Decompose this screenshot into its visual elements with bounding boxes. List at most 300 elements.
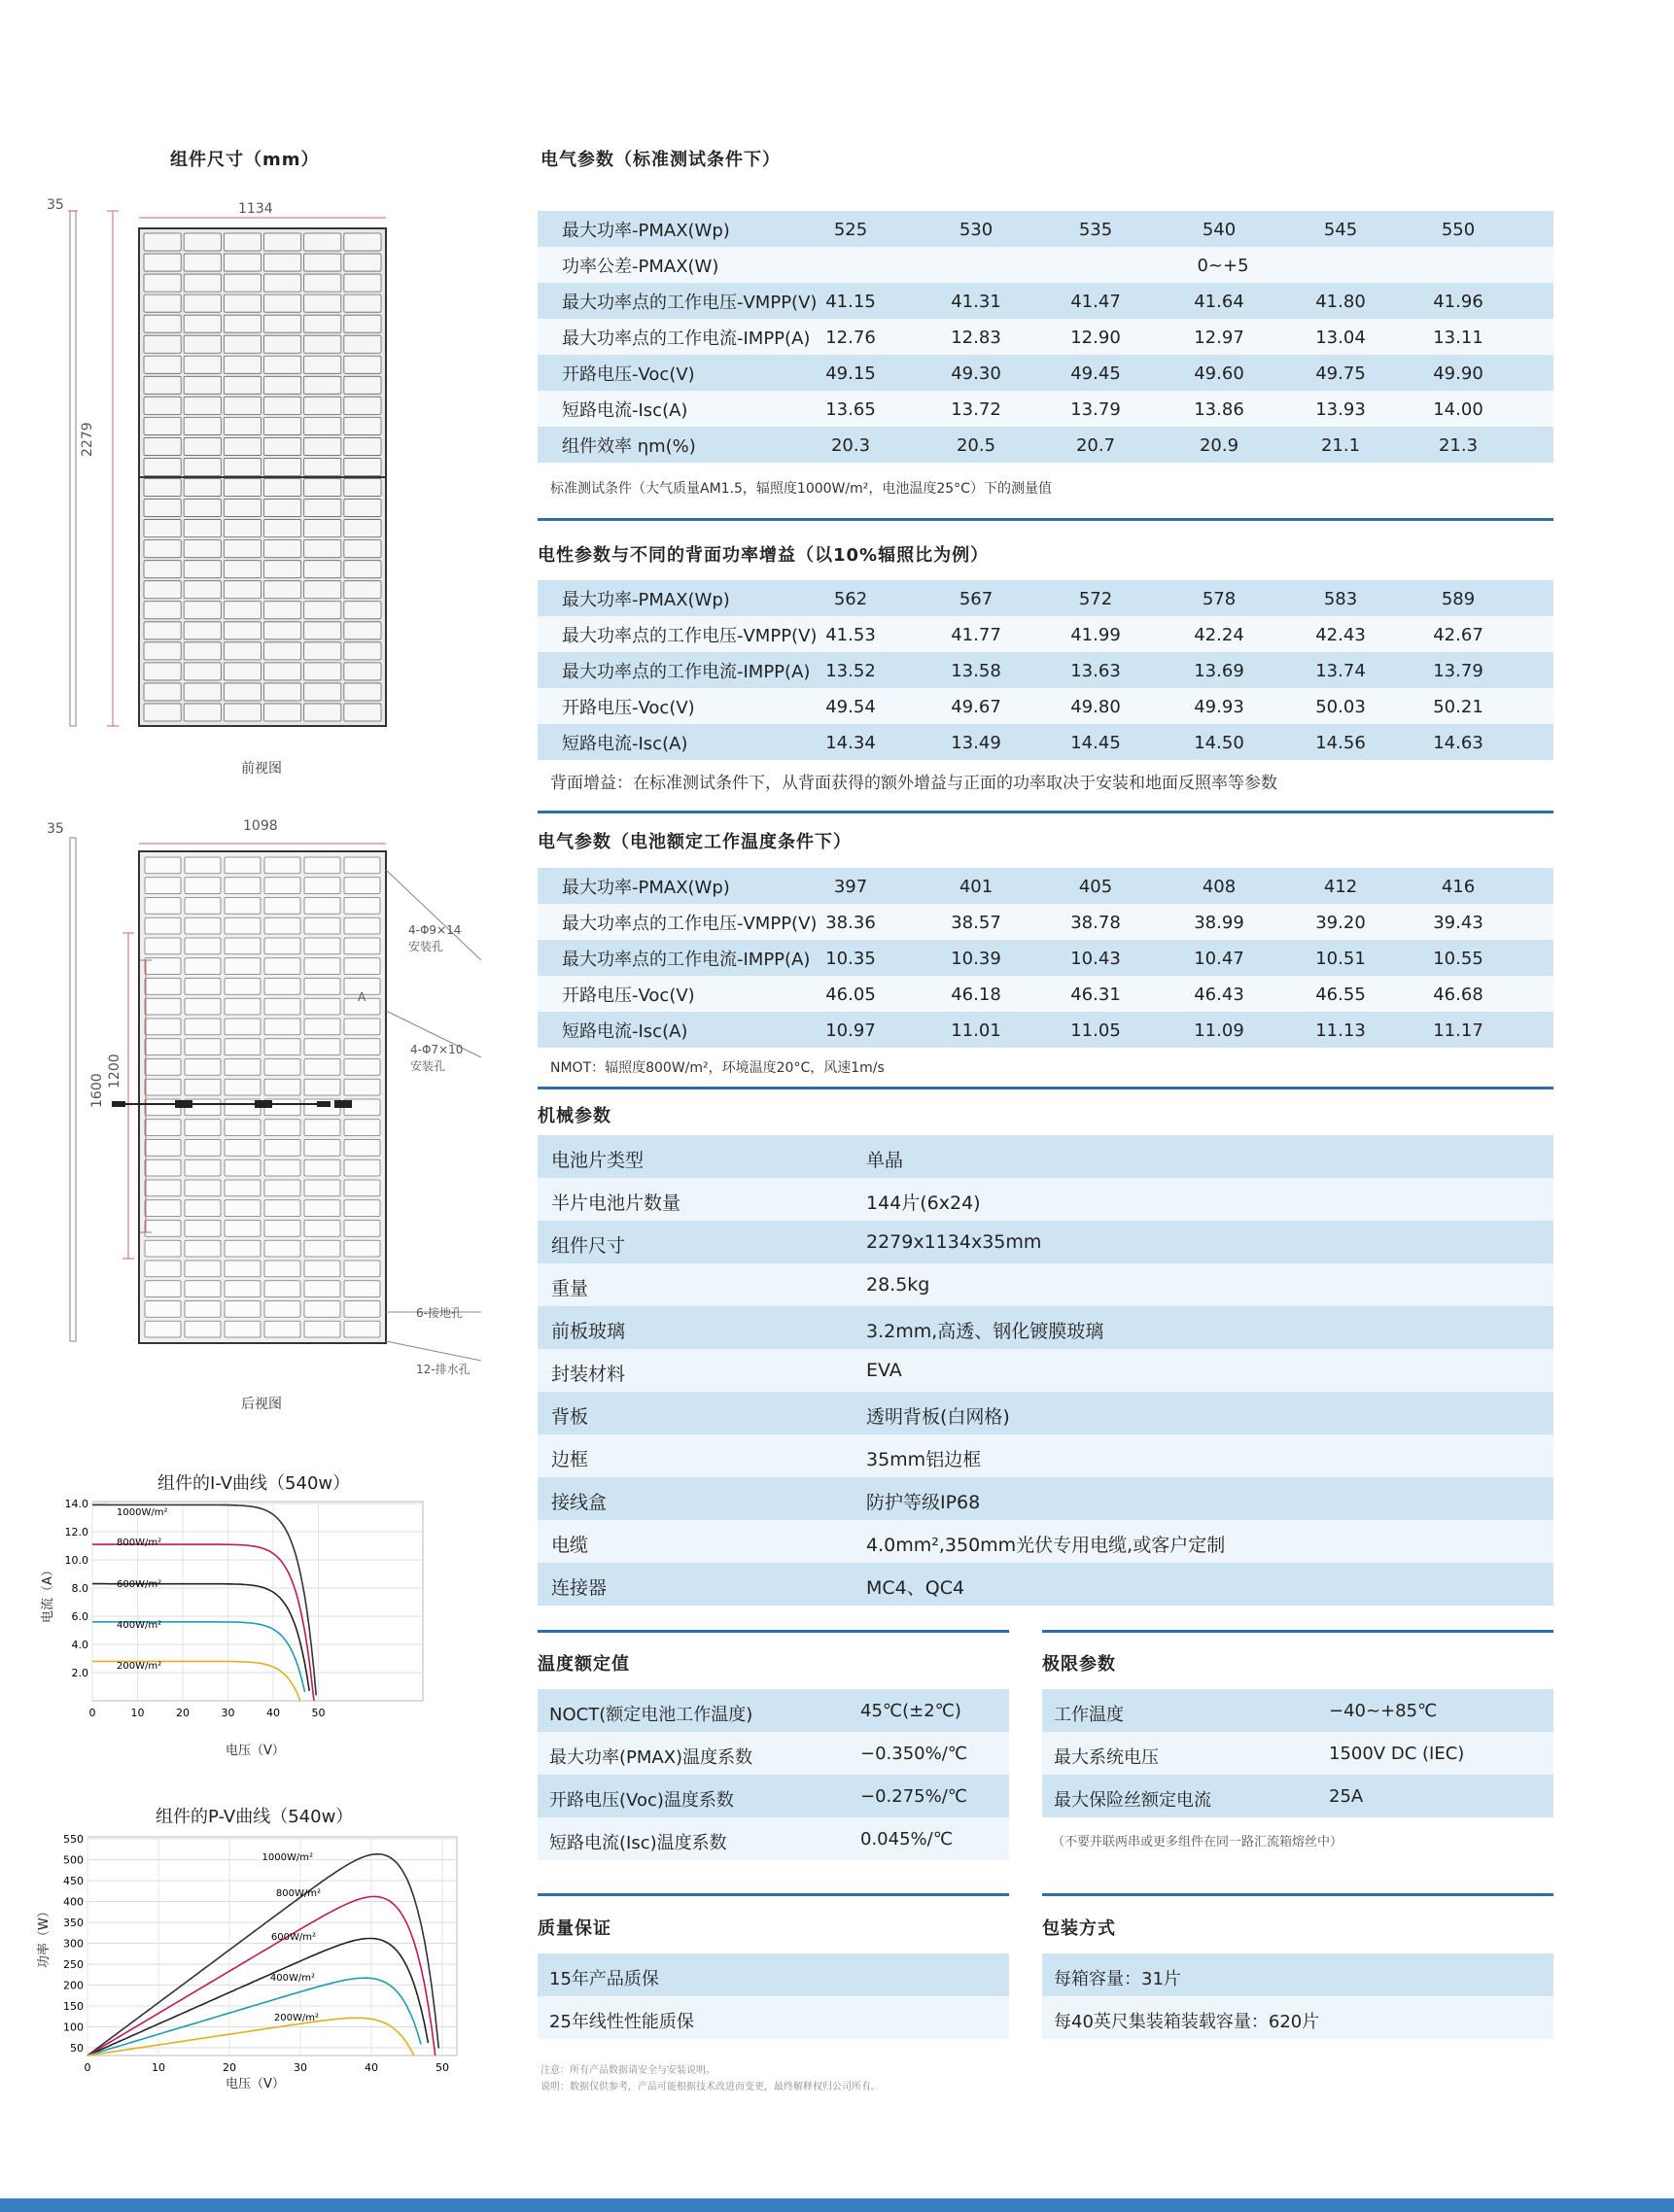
panel-cell (224, 356, 261, 373)
bifacial-row-value: 41.99 (1070, 625, 1121, 645)
mech-row-value: 3.2mm,高透、钢化镀膜玻璃 (866, 1321, 1104, 1342)
bifacial-table (538, 580, 1553, 760)
mech-row (538, 1477, 1553, 1520)
limits-row-value: −40~+85℃ (1329, 1701, 1438, 1721)
panel-cell (225, 1321, 261, 1337)
stc-row-value: 49.75 (1315, 363, 1366, 384)
panel-cell (264, 376, 301, 394)
bifacial-row-value: 42.24 (1194, 625, 1244, 645)
back-view-drawing (39, 816, 506, 1370)
noct-row-value: 397 (833, 877, 868, 897)
bifacial-row (538, 580, 1553, 616)
panel-cell (264, 479, 301, 497)
limits-row (1042, 1732, 1553, 1775)
panel-cell (184, 458, 221, 475)
panel-cell (264, 1180, 300, 1196)
stc-row-label: 组件效率 ηm(%) (562, 435, 696, 457)
packing-title: 包装方式 (1042, 1918, 1116, 1939)
panel-cell (225, 938, 261, 954)
stc-row (538, 391, 1553, 427)
stc-row-value: 13.72 (951, 399, 1001, 420)
noct-row-value: 39.20 (1315, 913, 1366, 933)
panel-cell (224, 397, 261, 414)
panel-cell (184, 479, 221, 497)
panel-cell (264, 857, 300, 874)
noct-row-value: 10.39 (951, 949, 1001, 969)
stc-row-value: 41.15 (825, 292, 876, 312)
stc-row-value: 21.1 (1320, 435, 1361, 456)
mech-row-key: 重量 (551, 1278, 589, 1299)
bifacial-row-label: 最大功率点的工作电流-IMPP(A) (562, 661, 811, 682)
panel-cell (184, 233, 221, 251)
temp-row-value: 45℃(±2℃) (860, 1701, 961, 1721)
mech-table (538, 1135, 1553, 1606)
mount-hole-label: 4-Φ9×14 (408, 923, 462, 937)
panel-cell (184, 602, 221, 619)
panel-cell (144, 397, 181, 414)
panel-cell (185, 857, 221, 874)
mech-title: 机械参数 (538, 1106, 611, 1126)
bifacial-row-value: 13.79 (1433, 661, 1483, 681)
noct-row (538, 976, 1553, 1012)
panel-cell (344, 622, 381, 639)
bifacial-row-value: 14.50 (1194, 733, 1244, 753)
noct-row-value: 10.55 (1433, 949, 1483, 969)
panel-cell (184, 417, 221, 434)
panel-cell (144, 254, 181, 271)
panel-cell (344, 540, 381, 558)
stc-row-value: 13.79 (1070, 399, 1121, 420)
panel-cell (344, 356, 381, 373)
panel-cell (304, 500, 341, 517)
panel-cell (344, 642, 381, 660)
panel-cell (264, 1221, 300, 1237)
stc-row-value: 13.65 (825, 399, 876, 420)
panel-cell (264, 315, 301, 332)
panel-cell (264, 254, 301, 271)
panel-cell (224, 376, 261, 394)
bifacial-row (538, 652, 1553, 688)
panel-cell (264, 704, 301, 721)
panel-cell (184, 274, 221, 292)
panel-cell (225, 1281, 261, 1297)
iv-ytick: 6.0 (71, 1610, 88, 1623)
stc-row-value: 540 (1202, 220, 1237, 240)
noct-row-label: 开路电压-Voc(V) (562, 985, 695, 1006)
stc-row-value: 41.64 (1194, 292, 1244, 312)
panel-cell (344, 1140, 380, 1157)
panel-cell (224, 520, 261, 537)
panel-cell (264, 958, 300, 975)
pv-xtick: 20 (223, 2061, 236, 2074)
panel-cell (224, 254, 261, 271)
pv-ytick: 250 (63, 1958, 84, 1971)
panel-cell (304, 878, 340, 894)
panel-cell (145, 1281, 181, 1297)
panel-cell (185, 1301, 221, 1318)
bifacial-row-value: 572 (1078, 589, 1113, 609)
panel-cell (184, 561, 221, 578)
stc-row (538, 355, 1553, 391)
panel-cell (224, 335, 261, 353)
panel-cell (184, 376, 221, 394)
stc-row-value: 13.11 (1433, 328, 1483, 348)
noct-row (538, 1012, 1553, 1048)
panel-cell (185, 1221, 221, 1237)
panel-cell (304, 540, 341, 558)
panel-cell (144, 437, 181, 455)
pv-ytick: 500 (63, 1853, 84, 1867)
mech-row-value: 透明背板(白网格) (866, 1406, 1010, 1428)
mech-row (538, 1263, 1553, 1306)
noct-row (538, 940, 1553, 976)
mount-hole2-label: 4-Φ7×10 (410, 1043, 464, 1056)
panel-cell (264, 938, 300, 954)
footnote-2: 说明：数据仅供参考，产品可能根据技术改进而变更，最终解释权归公司所有。 (541, 2082, 881, 2092)
panel-cell (344, 1039, 380, 1055)
panel-cell (304, 1159, 340, 1176)
panel-cell (184, 294, 221, 312)
bifacial-row-label: 最大功率点的工作电压-VMPP(V) (562, 625, 818, 646)
stc-row-value: 41.80 (1315, 292, 1366, 312)
mech-row (538, 1135, 1553, 1178)
panel-cell (264, 520, 301, 537)
limits-row-key: 工作温度 (1054, 1705, 1124, 1725)
panel-cell (344, 417, 381, 434)
pv-xtick: 40 (365, 2061, 378, 2074)
iv-xlabel: 电压（V） (226, 1744, 285, 1758)
panel-cell (264, 1159, 300, 1176)
iv-curve-label: 600W/m² (117, 1579, 162, 1590)
panel-cell (224, 315, 261, 332)
panel-cell (144, 581, 181, 599)
stc-row-value: 49.15 (825, 363, 876, 384)
panel-cell (184, 540, 221, 558)
noct-row-value: 46.18 (951, 985, 1001, 1005)
warranty-row (538, 1953, 1009, 1996)
limits-row-key: 最大系统电压 (1054, 1747, 1159, 1768)
panel-cell (344, 500, 381, 517)
panel-cell (344, 294, 381, 312)
panel-cell (304, 602, 341, 619)
panel-cell (185, 1159, 221, 1176)
pv-curve-label: 1000W/m² (262, 1852, 313, 1863)
limits-top-rule (1042, 1630, 1553, 1633)
packing-top-rule (1042, 1893, 1553, 1896)
panel-cell (344, 1240, 380, 1257)
mount-hole-sub: 安装孔 (408, 940, 444, 953)
mech-row-value: 144片(6x24) (866, 1192, 981, 1214)
mount-hole2-sub: 安装孔 (410, 1059, 446, 1073)
iv-ytick: 10.0 (64, 1554, 88, 1567)
mech-row-key: 电缆 (551, 1535, 589, 1556)
panel-cell (224, 622, 261, 639)
panel-cell (144, 602, 181, 619)
panel-cell (264, 979, 300, 995)
panel-cell (145, 1221, 181, 1237)
panel-cell (264, 417, 301, 434)
bifacial-row-value: 567 (959, 589, 994, 609)
panel-cell (304, 274, 341, 292)
panel-cell (145, 1059, 181, 1076)
panel-cell (304, 958, 340, 975)
panel-cell (264, 642, 301, 660)
panel-cell (344, 458, 381, 475)
panel-cell (144, 458, 181, 475)
ground-hole-label: 6-接地孔 (416, 1306, 463, 1320)
iv-ytick: 2.0 (71, 1667, 88, 1679)
panel-cell (144, 233, 181, 251)
panel-cell (225, 1261, 261, 1277)
panel-cell (304, 642, 341, 660)
panel-cell (344, 1200, 380, 1217)
panel-cell (304, 938, 340, 954)
panel-cell (184, 683, 221, 701)
panel-cell (145, 1079, 181, 1095)
panel-cell (225, 917, 261, 934)
stc-row-value: 13.86 (1194, 399, 1244, 420)
stc-row-value: 13.93 (1315, 399, 1366, 420)
panel-cell (184, 356, 221, 373)
temp-row-value: −0.275%/℃ (860, 1786, 967, 1807)
panel-cell (304, 1079, 340, 1095)
panel-cell (344, 397, 381, 414)
panel-cell (224, 663, 261, 680)
panel-cell (264, 500, 301, 517)
bifacial-note: 背面增益：在标准测试条件下，从背面获得的额外增益与正面的功率取决于安装和地面反照率等参数 (550, 774, 1277, 793)
panel-cell (264, 233, 301, 251)
panel-cell (225, 1019, 261, 1035)
temp-row (538, 1689, 1009, 1732)
temp-title: 温度额定值 (538, 1654, 630, 1675)
noct-row-label: 短路电流-Isc(A) (562, 1020, 688, 1042)
panel-cell (264, 397, 301, 414)
panel-cell (225, 1059, 261, 1076)
noct-row-value: 38.57 (951, 913, 1001, 933)
warranty-title: 质量保证 (538, 1918, 611, 1939)
stc-row-label: 短路电流-Isc(A) (562, 399, 688, 421)
panel-cell (264, 917, 300, 934)
panel-cell (304, 233, 341, 251)
stc-row-label: 最大功率-PMAX(Wp) (562, 220, 730, 241)
panel-cell (185, 1200, 221, 1217)
panel-cell (304, 1200, 340, 1217)
pv-curve-label: 800W/m² (275, 1888, 321, 1899)
pv-ytick: 100 (63, 2021, 84, 2034)
bifacial-row-value: 49.93 (1194, 697, 1244, 717)
panel-cell (144, 704, 181, 721)
panel-cell (144, 561, 181, 578)
panel-cell (344, 1321, 380, 1337)
panel-cell (264, 581, 301, 599)
stc-row-value: 13.04 (1315, 328, 1366, 348)
panel-cell (304, 294, 341, 312)
panel-cell (184, 642, 221, 660)
panel-cell (264, 878, 300, 894)
mech-row-key: 电池片类型 (551, 1150, 645, 1171)
panel-cell (344, 561, 381, 578)
panel-cell (264, 561, 301, 578)
panel-cell (304, 254, 341, 271)
panel-cell (344, 704, 381, 721)
panel-cell (264, 1140, 300, 1157)
panel-cell (225, 1159, 261, 1176)
panel-cell (185, 1240, 221, 1257)
mech-row-value: 2279x1134x35mm (866, 1231, 1042, 1253)
panel-cell (304, 581, 341, 599)
panel-cell (185, 917, 221, 934)
panel-cell (304, 663, 341, 680)
panel-cell (304, 1281, 340, 1297)
panel-cell (344, 857, 380, 874)
panel-cell (185, 898, 221, 915)
noct-row-value: 408 (1202, 877, 1237, 897)
iv-ytick: 12.0 (64, 1526, 88, 1538)
front-thickness-label: 35 (47, 197, 64, 213)
panel-cell (224, 561, 261, 578)
panel-cell (304, 857, 340, 874)
panel-cell (304, 335, 341, 353)
panel-cell (304, 1221, 340, 1237)
panel-cell (304, 898, 340, 915)
stc-row-value: 550 (1441, 220, 1476, 240)
packing-row-text: 每40英尺集装箱装载容量：620片 (1054, 2012, 1320, 2032)
panel-cell (224, 274, 261, 292)
limits-row-value: 1500V DC (IEC) (1329, 1744, 1465, 1764)
noct-row-value: 412 (1323, 877, 1358, 897)
panel-cell (344, 1221, 380, 1237)
noct-note: NMOT：辐照度800W/m²，环境温度20°C，风速1m/s (550, 1060, 885, 1076)
panel-cell (304, 683, 341, 701)
mech-row-value: 4.0mm²,350mm光伏专用电缆,或客户定制 (866, 1535, 1226, 1556)
panel-cell (304, 917, 340, 934)
mech-row-value: EVA (866, 1360, 902, 1381)
panel-cell (304, 1039, 340, 1055)
noct-row-value: 401 (959, 877, 994, 897)
panel-cell (344, 878, 380, 894)
panel-cell (224, 417, 261, 434)
panel-cell (224, 581, 261, 599)
temp-row-key: 短路电流(Isc)温度系数 (549, 1833, 727, 1853)
panel-cell (225, 979, 261, 995)
stc-row-value: 525 (833, 220, 868, 240)
bifacial-row-value: 13.63 (1070, 661, 1121, 681)
panel-cell (185, 1059, 221, 1076)
panel-cell (224, 437, 261, 455)
panel-cell (344, 254, 381, 271)
limits-row-key: 最大保险丝额定电流 (1054, 1790, 1211, 1811)
panel-cell (304, 1240, 340, 1257)
panel-cell (264, 437, 301, 455)
panel-cell (185, 1140, 221, 1157)
panel-cell (264, 1281, 300, 1297)
warranty-top-rule (538, 1893, 1009, 1896)
panel-cell (224, 233, 261, 251)
panel-cell (184, 704, 221, 721)
stc-row-label: 功率公差-PMAX(W) (562, 256, 719, 277)
panel-cell (225, 998, 261, 1015)
bifacial-row-value: 49.80 (1070, 697, 1121, 717)
panel-cell (264, 683, 301, 701)
panel-cell (145, 1180, 181, 1196)
panel-cell (225, 1180, 261, 1196)
section-a-label: A (358, 990, 366, 1004)
temp-row-key: 开路电压(Voc)温度系数 (549, 1790, 734, 1811)
panel-cell (184, 500, 221, 517)
panel-cell (184, 581, 221, 599)
panel-cell (184, 315, 221, 332)
panel-cell (145, 917, 181, 934)
panel-cell (264, 1059, 300, 1076)
pv-curve-label: 200W/m² (273, 2013, 319, 2023)
bifacial-row-value: 41.77 (951, 625, 1001, 645)
panel-cell (144, 274, 181, 292)
panel-cell (145, 1261, 181, 1277)
mech-row (538, 1306, 1553, 1349)
noct-row-value: 39.43 (1433, 913, 1483, 933)
panel-cell (344, 376, 381, 394)
noct-row-value: 46.55 (1315, 985, 1366, 1005)
panel-cell (264, 335, 301, 353)
iv-ytick: 4.0 (71, 1639, 88, 1651)
panel-cell (344, 479, 381, 497)
iv-ytick: 14.0 (64, 1498, 88, 1510)
noct-row-value: 38.36 (825, 913, 876, 933)
temp-table (538, 1689, 1009, 1860)
panel-cell (144, 315, 181, 332)
panel-cell (344, 335, 381, 353)
stc-row-label: 最大功率点的工作电压-VMPP(V) (562, 292, 818, 313)
stc-row-value: 21.3 (1438, 435, 1479, 456)
panel-cell (344, 917, 380, 934)
pv-curve-label: 400W/m² (269, 1973, 315, 1984)
mech-row-key: 封装材料 (551, 1364, 626, 1385)
stc-row-value: 12.76 (825, 328, 876, 348)
noct-row-value: 416 (1441, 877, 1476, 897)
panel-cell (145, 1159, 181, 1176)
stc-row-value: 49.60 (1194, 363, 1244, 384)
mech-row-key: 连接器 (551, 1577, 608, 1599)
stc-row-value: 14.00 (1433, 399, 1483, 420)
panel-cell (344, 958, 380, 975)
noct-row (538, 904, 1553, 940)
panel-cell (225, 958, 261, 975)
panel-cell (185, 1039, 221, 1055)
temp-row (538, 1732, 1009, 1775)
pv-ytick: 50 (70, 2042, 84, 2055)
stc-bottom-rule (538, 518, 1553, 521)
panel-cell (145, 1301, 181, 1318)
limits-row-value: 25A (1329, 1786, 1364, 1807)
bifacial-row-value: 13.69 (1194, 661, 1244, 681)
mech-row (538, 1178, 1553, 1221)
noct-row-value: 46.68 (1433, 985, 1483, 1005)
panel-cell (185, 979, 221, 995)
limits-note: （不要并联两串或更多组件在同一路汇流箱熔丝中） (1052, 1835, 1343, 1849)
panel-cell (184, 622, 221, 639)
mech-row-key: 半片电池片数量 (551, 1192, 681, 1214)
noct-row-label: 最大功率点的工作电流-IMPP(A) (562, 949, 811, 970)
panel-cell (185, 1261, 221, 1277)
bifacial-row-value: 14.34 (825, 733, 876, 753)
panel-cell (144, 294, 181, 312)
panel-cell (144, 356, 181, 373)
packing-row-text: 每箱容量：31片 (1054, 1969, 1181, 1989)
panel-cell (264, 540, 301, 558)
pv-ytick: 150 (63, 2000, 84, 2013)
panel-cell (225, 1200, 261, 1217)
panel-cell (344, 233, 381, 251)
